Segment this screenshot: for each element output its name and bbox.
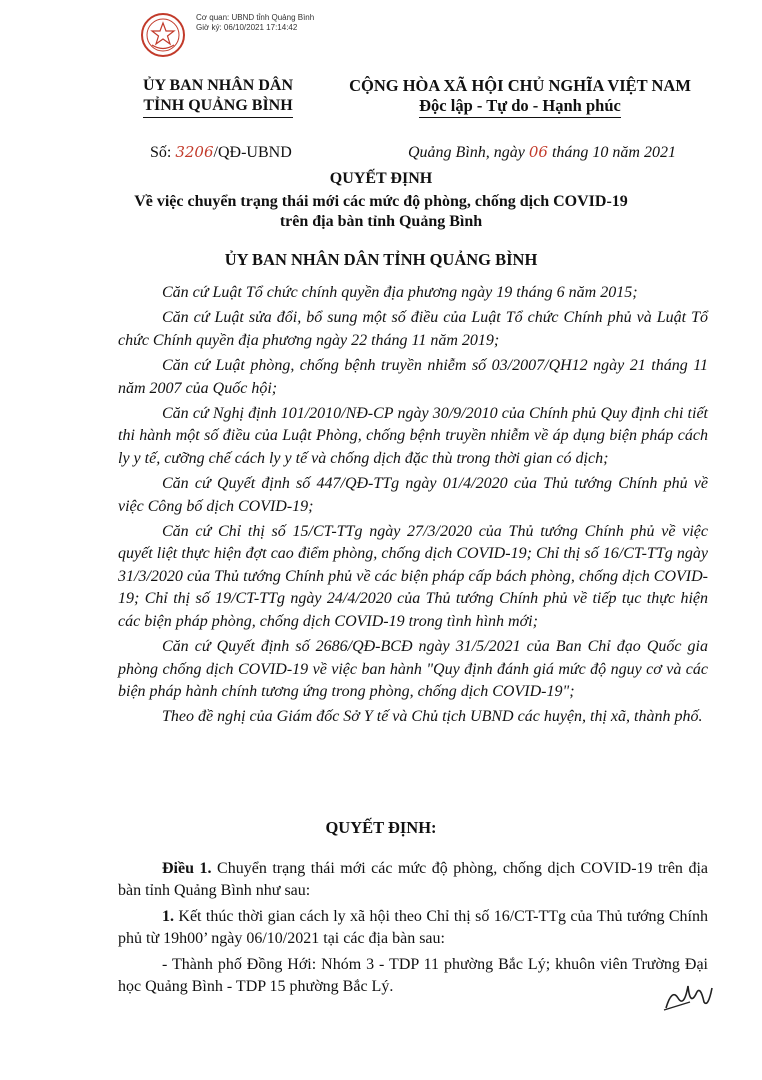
authority-line1: ỦY BAN NHÂN DÂN bbox=[142, 77, 294, 94]
legal-bases bbox=[118, 282, 708, 732]
document-subject bbox=[0, 192, 762, 232]
national-motto-header bbox=[330, 76, 710, 118]
digital-signature-meta bbox=[196, 13, 314, 33]
article-1-label: Điều 1. bbox=[162, 860, 212, 877]
doc-number-prefix: Số: bbox=[150, 144, 176, 161]
legal-basis: Căn cứ Luật Tổ chức chính quyền địa phương ngày 19 tháng 6 năm 2015; bbox=[162, 284, 638, 301]
item-1-text: Kết thúc thời gian cách ly xã hội theo Chỉ thị số 16/CT-TTg của Thủ tướng Chính phủ từ 19h00’ ngày 06/10/2021 tại các địa bàn sau: bbox=[118, 907, 708, 948]
issuing-authority-header bbox=[118, 76, 318, 118]
issuer-title: ỦY BAN NHÂN DÂN TỈNH QUẢNG BÌNH bbox=[224, 250, 538, 269]
legal-basis: Căn cứ Quyết định số 2686/QĐ-BCĐ ngày 31/5/2021 của Ban Chỉ đạo Quốc gia phòng chống dịch COVID-19 về việc ban hành "Quy định đánh giá mức độ nguy cơ và các biện pháp hành chính tương ứng trong phòng, chống dịch COVID-19"; bbox=[118, 638, 708, 700]
document-number bbox=[150, 143, 292, 162]
bullet-1: - Thành phố Đồng Hới: Nhóm 3 - TDP 11 phường Bắc Lý; khuôn viên Trường Đại học Quảng Bình - TDP 15 phường Bắc Lý. bbox=[118, 955, 708, 996]
legal-basis: Căn cứ Luật phòng, chống bệnh truyền nhiễm số 03/2007/QH12 ngày 21 tháng 11 năm 2007 của Quốc hội; bbox=[118, 357, 708, 397]
signature-agency: Cơ quan: UBND tỉnh Quảng Bình bbox=[196, 13, 315, 22]
handwritten-day: 06 bbox=[528, 143, 548, 161]
subject-line2: trên địa bàn tỉnh Quảng Bình bbox=[279, 213, 483, 230]
signature-time: Giờ ký: 06/10/2021 17:14:42 bbox=[196, 23, 298, 32]
legal-basis: Căn cứ Chỉ thị số 15/CT-TTg ngày 27/3/2020 của Thủ tướng Chính phủ về việc quyết liệt thực hiện đợt cao điểm phòng, chống dịch COVID-19; Chỉ thị số 16/CT-TTg ngày 31/3/2020 của Thủ tướng Chính phủ về các biện pháp cấp bách phòng, chống dịch COVID-19; Chỉ thị số 19/CT-TTg ngày 24/4/2020 của Thủ tướng Chính phủ về tiếp tục thực hiện các biện pháp phòng, chống dịch COVID-19 trong tình hình mới; bbox=[118, 523, 708, 630]
date-suffix: tháng 10 năm 2021 bbox=[547, 144, 676, 161]
legal-basis: Căn cứ Nghị định 101/2010/NĐ-CP ngày 30/9/2010 của Chính phủ Quy định chi tiết thi hành một số điều của Luật Phòng, chống bệnh truyền nhiễm về áp dụng biện pháp cách ly y tế, cưỡng chế cách ly y tế và chống dịch đặc thù trong thời gian có dịch; bbox=[118, 405, 708, 467]
doc-number-handwritten: 3206 bbox=[175, 143, 214, 161]
place-and-date bbox=[408, 143, 676, 162]
decision-heading: QUYẾT ĐỊNH: bbox=[325, 818, 437, 837]
item-1 bbox=[118, 906, 708, 951]
authority-line2: TỈNH QUẢNG BÌNH bbox=[143, 96, 292, 118]
motto: Độc lập - Tự do - Hạnh phúc bbox=[419, 96, 621, 118]
place-prefix: Quảng Bình, ngày bbox=[408, 144, 529, 161]
legal-basis: Căn cứ Quyết định số 447/QĐ-TTg ngày 01/4/2020 của Thủ tướng Chính phủ về việc Công bố dịch COVID-19; bbox=[118, 475, 708, 515]
doc-number-suffix: /QĐ-UBND bbox=[213, 144, 292, 161]
article-1 bbox=[118, 858, 708, 903]
legal-basis: Căn cứ Luật sửa đổi, bổ sung một số điều của Luật Tổ chức Chính phủ và Luật Tổ chức Chính quyền địa phương ngày 22 tháng 11 năm 2019; bbox=[118, 309, 708, 349]
item-1-label: 1. bbox=[162, 907, 174, 925]
legal-basis: Theo đề nghị của Giám đốc Sở Y tế và Chủ tịch UBND các huyện, thị xã, thành phố. bbox=[162, 708, 703, 726]
national-emblem-seal-icon bbox=[140, 12, 186, 58]
handwritten-initial bbox=[660, 978, 716, 1014]
country-name: CỘNG HÒA XÃ HỘI CHỦ NGHĨA VIỆT NAM bbox=[349, 76, 691, 95]
article-1-text: Chuyển trạng thái mới các mức độ phòng, chống dịch COVID-19 trên địa bàn tỉnh Quảng Bình như sau: bbox=[118, 860, 709, 900]
document-title: QUYẾT ĐỊNH bbox=[329, 170, 433, 187]
decision-body bbox=[118, 858, 708, 1001]
subject-line1: Về việc chuyển trạng thái mới các mức độ phòng, chống dịch COVID-19 bbox=[134, 193, 628, 210]
